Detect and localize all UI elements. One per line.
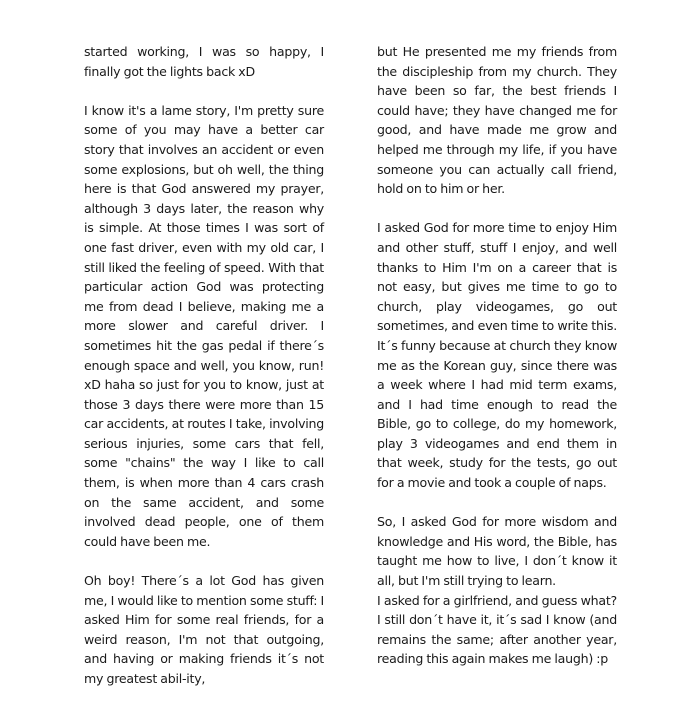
paragraph: So, I asked God for more wisdom and knowledge and His word, the Bible, has taught me how to live, I don´t know it all, but I'm still trying to learn. — [377, 514, 617, 589]
paragraph: but He presented me my friends from the discipleship from my church. They have been so far, the best friends I could have; they have changed me for good, and have made me grow and helped me through my life, if you have someone you can actually call friend, hold on to him or her. — [377, 44, 617, 197]
paragraph: started working, I was so happy, I finally got the lights back xD — [84, 44, 324, 79]
paragraph: I asked for a girlfriend, and guess what? I still don´t have it, it´s sad I know (and remains the same; after another year, reading this again makes me laugh) :p — [377, 592, 617, 667]
paragraph: I know it's a lame story, I'm pretty sure some of you may have a better car story that involves an accident or even some explosions, but oh well, the thing here is that God answered my prayer, although 3 days later, the reason why is simple. At those times I was sort of one fast driver, even with my old car, I still liked the feeling of speed. With that particular action God was protecting me from dead I believe, making me a more slower and careful driver. I sometimes hit the gas pedal if there´s enough space and well, you know, run! xD haha so just for you to know, just at those 3 days there were more than 15 car accidents, at routes I take, involving serious injuries, some cars that fell, some "chains" the way I like to call them, is when more than 4 cars crash on the same accident, and some involved dead people, one of them could have been me. — [84, 102, 324, 549]
left-text-column — [84, 42, 324, 708]
paragraph: I asked God for more time to enjoy Him and other stuff, stuff I enjoy, and well thanks to Him I'm on a career that is not easy, but gives me time to go to church, play videogames, go out sometimes, and even time to write this. It´s funny because at church they know me as the Korean guy, since there was a week where I had mid term exams, and I had time enough to read the Bible, go to college, do my homework, play 3 videogames and end them in that week, study for the tests, go out for a movie and took a couple of naps. — [377, 220, 617, 491]
paragraph: Oh boy! There´s a lot God has given me, I would like to mention some stuff: I asked Him for some real friends, for a weird reason, I'm not that outgoing, and having or making friends it´s not my greatest abil-ity, — [84, 573, 324, 686]
right-text-column — [377, 42, 617, 689]
